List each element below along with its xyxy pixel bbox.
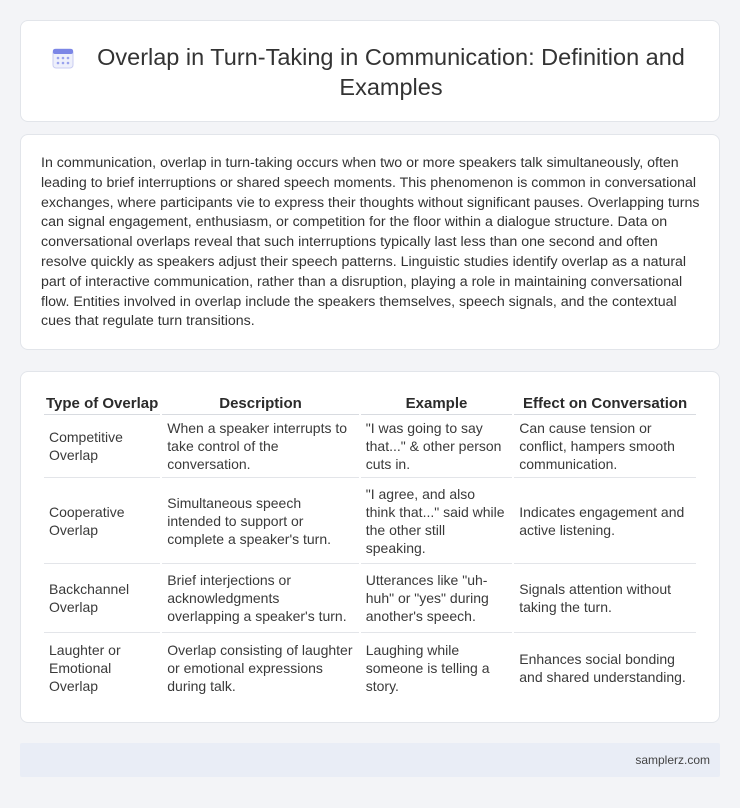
table-cell: Indicates engagement and active listening. [514, 478, 696, 564]
table-cell: Backchannel Overlap [44, 564, 160, 633]
page-title: Overlap in Turn-Taking in Communication: Definition and Examples [97, 44, 685, 100]
table-cell: Can cause tension or conflict, hampers smooth communication. [514, 415, 696, 478]
table-cell: Laughing while someone is telling a story. [365, 642, 490, 694]
intro-paragraph: In communication, overlap in turn-taking occurs when two or more speakers talk simultaneously, often leading to brief interruptions or shared speech moments. This phenomenon is common in conversational exchanges, where participants vie to express their thoughts without significant pauses. Overlapping turns can signal engagement, enthusiasm, or competition for the floor within a dialogue structure. Data on conversational overlaps reveal that such interruptions typically last less than one second and often resolve quickly as speakers adjust their speech patterns. Linguistic studies identify overlap as a natural part of interactive communication, rather than a disruption, playing a role in maintaining conversational flow. Entities involved in overlap include the speakers themselves, speech signals, and the contextual cues that regulate turn transitions. [41, 155, 700, 330]
table-cell: Utterances like "uh-huh" or "yes" during another's speech. [361, 564, 513, 633]
table-cell: "I was going to say that..." & other person cuts in. [361, 415, 513, 478]
table-cell: Enhances social bonding and shared understanding. [519, 651, 686, 685]
table-cell: Signals attention without taking the turn. [514, 564, 696, 633]
footer-site-link[interactable]: samplerz.com [635, 753, 710, 767]
table-cell: Overlap consisting of laughter or emotional expressions during talk. [167, 642, 353, 694]
table-cell: Brief interjections or acknowledgments overlapping a speaker's turn. [162, 564, 358, 633]
intro-card [20, 134, 720, 350]
table-row [44, 415, 696, 478]
table-row [44, 633, 696, 703]
table-cell: "I agree, and also think that..." said while the other still speaking. [361, 478, 513, 564]
table-row [44, 564, 696, 633]
title-card [20, 20, 720, 122]
table-cell: Competitive Overlap [44, 415, 160, 478]
table-cell: When a speaker interrupts to take control of the conversation. [162, 415, 358, 478]
table-cell: Cooperative Overlap [44, 478, 160, 564]
table-card [20, 371, 720, 723]
table-row [44, 478, 696, 564]
overlap-table [42, 393, 698, 703]
table-cell: Simultaneous speech intended to support or complete a speaker's turn. [162, 478, 358, 564]
column-header: Description [162, 393, 358, 415]
column-header: Type of Overlap [44, 393, 160, 415]
footer-bar [20, 743, 720, 777]
column-header: Example [361, 393, 513, 415]
table-cell: Laughter or Emotional Overlap [49, 642, 121, 694]
column-header: Effect on Conversation [514, 393, 696, 415]
table-header-row [44, 393, 696, 415]
